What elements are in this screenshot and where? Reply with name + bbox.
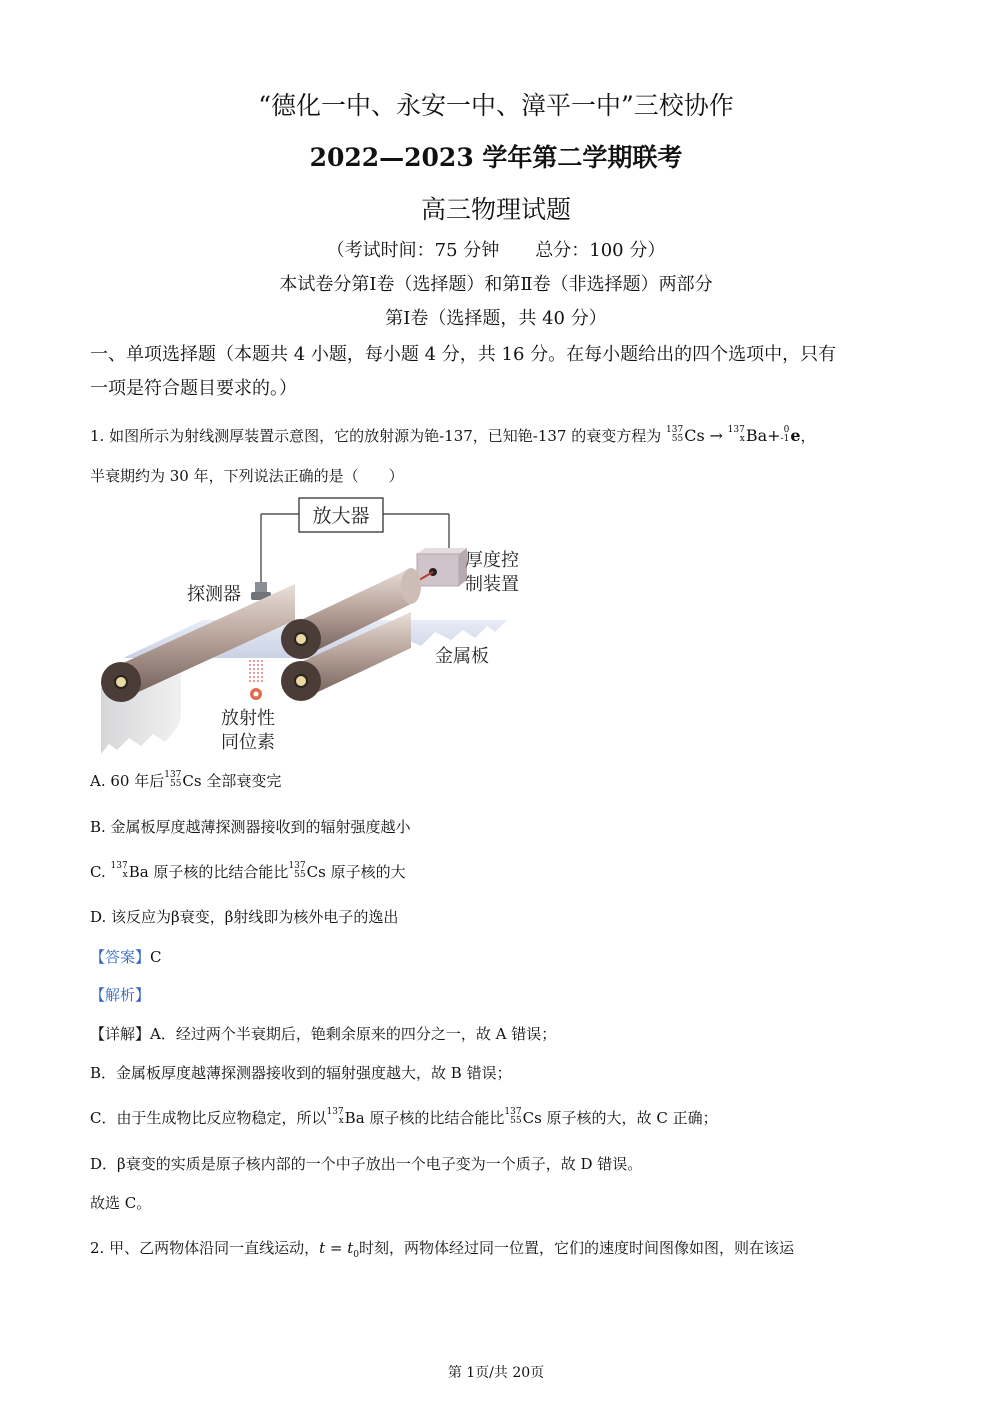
e-charge-number: -1 xyxy=(780,434,790,444)
q2-stem xyxy=(90,1237,794,1260)
q1-stem-line1 xyxy=(90,425,816,446)
option-c-prefix: C. xyxy=(90,863,106,881)
reaction-arrow: → xyxy=(709,426,723,445)
detail-a-text: A．经过两个半衰期后，铯剩余原来的四分之一，故 A 错误； xyxy=(150,1025,557,1043)
q2-t0: t xyxy=(347,1239,354,1257)
detail-c xyxy=(90,1107,718,1128)
answer-value: C xyxy=(150,948,162,966)
option-c-suffix: Cs 原子核的大 xyxy=(306,863,406,881)
q1-stem-line2: 半衰期约为 30 年，下列说法正确的是（ ） xyxy=(90,467,404,485)
detail-c-middle: Ba 原子核的比结合能比 xyxy=(344,1109,505,1127)
decay-equation xyxy=(666,427,815,445)
ba-z-d: x xyxy=(338,1116,344,1126)
option-a-suffix: Cs 全部衰变完 xyxy=(182,772,282,790)
thickness-label-line1: 厚度控 xyxy=(465,550,519,571)
thickness-gauge-figure xyxy=(95,492,535,757)
detail-d: D．β衰变的实质是原子核内部的一个中子放出一个电子变为一个质子，故 D 错误。 xyxy=(90,1155,643,1173)
cs-atomic-number: 55 xyxy=(671,434,684,444)
metal-plate-label: 金属板 xyxy=(435,646,489,667)
cs-mass: 137 xyxy=(164,770,182,780)
ba-mass-d: 137 xyxy=(326,1107,344,1117)
detail-b: B．金属板厚度越薄探测器接收到的辐射强度越大，故 B 错误； xyxy=(90,1064,512,1082)
source-label-line2: 同位素 xyxy=(221,732,275,753)
amplifier-label: 放大器 xyxy=(312,505,370,527)
detail-tag: 【详解】 xyxy=(90,1025,151,1043)
q1-stem-text: 1. 如图所示为射线测厚装置示意图，它的放射源为铯-137，已知铯-137 的衰变方程为 xyxy=(90,427,662,445)
analysis-tag: 【解析】 xyxy=(90,986,151,1004)
ba-mass-number: 137 xyxy=(727,425,745,435)
paper-structure: 本试卷分第Ⅰ卷（选择题）和第Ⅱ卷（非选择题）两部分 xyxy=(279,274,713,295)
cs-z: 55 xyxy=(169,779,182,789)
page-footer: 第 1页/共 20页 xyxy=(447,1365,545,1381)
radioactive-source xyxy=(250,660,262,700)
ba-mass: 137 xyxy=(110,861,128,871)
school-title: “德化一中、永安一中、漳平一中”三校协作 xyxy=(258,91,734,120)
detector-label: 探测器 xyxy=(187,584,241,605)
conclusion: 故选 C。 xyxy=(90,1194,152,1212)
ba-symbol: Ba+ xyxy=(745,426,781,445)
subject-title: 高三物理试题 xyxy=(420,195,571,224)
q2-equals: = xyxy=(325,1239,348,1257)
option-c-middle: Ba 原子核的比结合能比 xyxy=(128,863,289,881)
ba-atomic-number: x xyxy=(739,434,745,444)
section-heading-line2: 一项是符合题目要求的。） xyxy=(90,378,297,399)
q1-option-d: D. 该反应为β衰变，β射线即为核外电子的逸出 xyxy=(90,908,399,926)
exam-info: （考试时间：75 分钟 总分：100 分） xyxy=(326,240,666,261)
q2-t: t xyxy=(319,1239,326,1257)
q2-stem-suffix: 时刻，两物体经过同一位置，它们的速度时间图像如图，则在该运 xyxy=(359,1239,795,1257)
thickness-label-line2: 制装置 xyxy=(465,574,519,595)
section-heading-line1: 一、单项选择题（本题共 4 小题，每小题 4 分，共 16 分。在每小题给出的四个选项中，只有 xyxy=(90,344,837,365)
q2-t0-sub: 0 xyxy=(353,1250,359,1260)
detail-c-prefix: C．由于生成物比反应物稳定，所以 xyxy=(90,1109,327,1127)
q2-stem-prefix: 2. 甲、乙两物体沿同一直线运动， xyxy=(90,1239,320,1257)
answer-tag: 【答案】 xyxy=(90,948,151,966)
e-mass-number: 0 xyxy=(783,425,790,435)
cs-z-d: 55 xyxy=(510,1116,522,1126)
part-one-title: 第Ⅰ卷（选择题，共 40 分） xyxy=(385,308,607,329)
cs-mass-number: 137 xyxy=(666,425,684,435)
e-symbol: e xyxy=(790,426,801,445)
detail-a xyxy=(90,1023,556,1044)
q1-option-b: B. 金属板厚度越薄探测器接收到的辐射强度越小 xyxy=(90,818,411,836)
cs-mass-d: 137 xyxy=(504,1107,522,1117)
ba-z: x xyxy=(122,870,128,880)
cs-symbol: Cs xyxy=(684,426,705,445)
source-label-line1: 放射性 xyxy=(221,708,275,729)
option-a-prefix: A. 60 年后 xyxy=(90,772,165,790)
cs-z-c: 55 xyxy=(294,870,306,880)
q1-option-a xyxy=(90,770,281,791)
detail-c-suffix: Cs 原子核的大，故 C 正确； xyxy=(522,1109,718,1127)
q1-option-c xyxy=(90,861,406,882)
term-title: 2022—2023 学年第二学期联考 xyxy=(309,143,683,172)
answer-line xyxy=(90,946,162,967)
formula-tail: ， xyxy=(800,427,816,445)
cs-mass-c: 137 xyxy=(288,861,306,871)
